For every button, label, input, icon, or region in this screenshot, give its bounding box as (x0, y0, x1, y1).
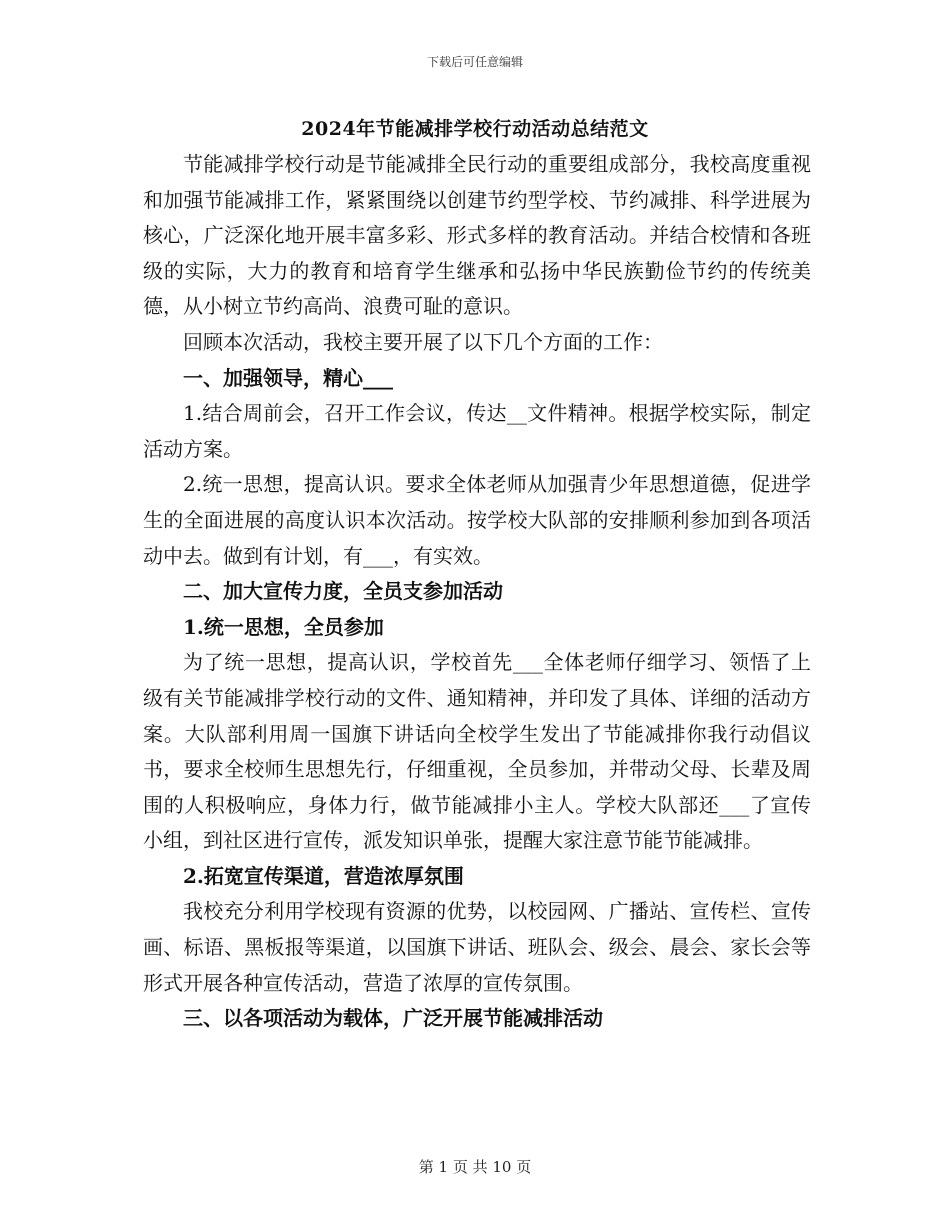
paragraph-item-2-2: 我校充分利用学校现有资源的优势，以校园网、广播站、宣传栏、宣传画、标语、黑板报等渠道，以国旗下讲话、班队会、级会、晨会、家长会等形式开展各种宣传活动，营造了浓厚的宣传氛围。 (143, 899, 811, 995)
document-body (143, 147, 811, 1037)
header-note: 下载后可任意编辑 (426, 55, 523, 69)
paragraph-item-1-1: 1.结合周前会，召开工作会议，传达__文件精神。根据学校实际，制定活动方案。 (143, 401, 811, 461)
document-title: 2024年节能减排学校行动活动总结范文 (301, 118, 649, 140)
paragraph-item-2-1: 为了统一思想，提高认识，学校首先___全体老师仔细学习、领悟了上级有关节能减排学校行动的文件、通知精神，并印发了具体、详细的活动方案。大队部利用周一国旗下讲话向全校学生发出了节能减排你我行动倡议书，要求全校师生思想先行，仔细重视，全员参加，并带动父母、长辈及周围的人积极响应，身体力行，做节能减排小主人。学校大队部还___了宣传小组，到社区进行宣传，派发知识单张，提醒大家注意节能节能减排。 (143, 650, 811, 853)
paragraph-intro: 节能减排学校行动是节能减排全民行动的重要组成部分，我校高度重视和加强节能减排工作，紧紧围绕以创建节约型学校、节约减排、科学进展为核心，广泛深化地开展丰富多彩、形式多样的教育活动。并结合校情和各班级的实际，大力的教育和培育学生继承和弘扬中华民族勤俭节约的传统美德，从小树立节约高尚、浪费可耻的意识。 (143, 152, 811, 319)
subheading-2-1: 1.统一思想，全员参加 (183, 614, 384, 639)
section-heading-2: 二、加大宣传力度，全员支参加活动 (183, 579, 503, 604)
paragraph-review: 回顾本次活动，我校主要开展了以下几个方面的工作： (183, 329, 663, 354)
subheading-2-2: 2.拓宽宣传渠道，营造浓厚氛围 (183, 863, 464, 888)
paragraph-item-1-2: 2.统一思想，提高认识。要求全体老师从加强青少年思想道德，促进学生的全面进展的高度认识本次活动。按学校大队部的安排顺利参加到各项活动中去。做到有计划，有___，有实效。 (143, 472, 811, 568)
section-heading-3: 三、以各项活动为载体，广泛开展节能减排活动 (183, 1006, 603, 1031)
section-heading-1: 一、加强领导，精心___ (183, 365, 393, 390)
page-footer: 第 1 页 共 10 页 (418, 1158, 532, 1176)
